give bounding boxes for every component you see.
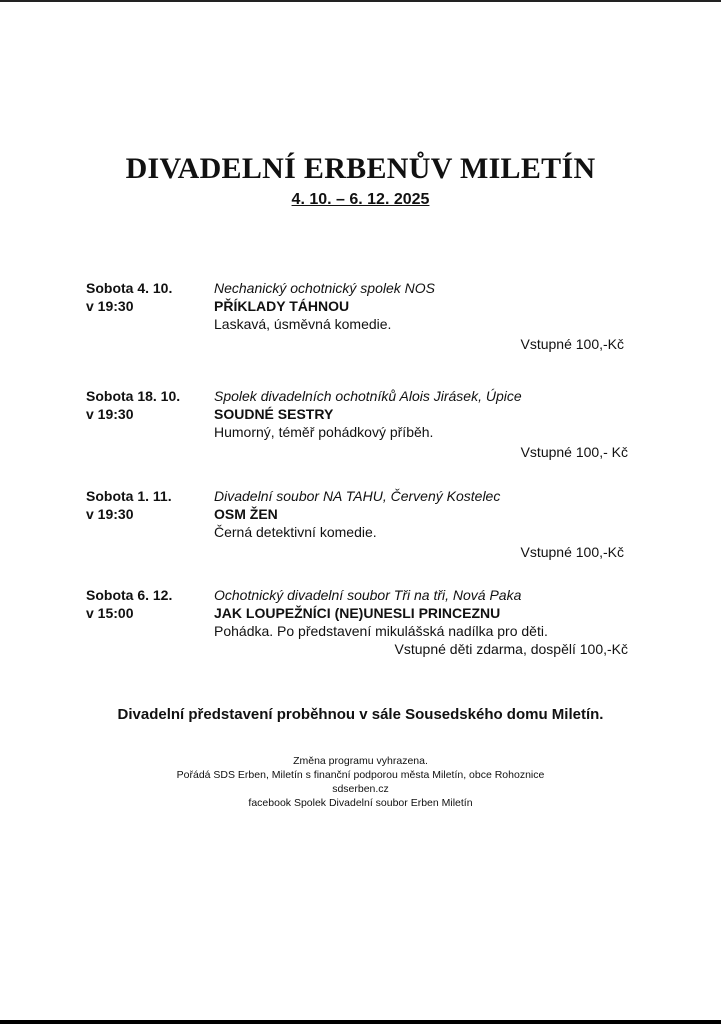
event-description: Pohádka. Po představení mikulášská nadílka pro děti.: [214, 623, 548, 639]
event-company: Ochotnický divadelní soubor Tři na tři, Nová Paka: [214, 587, 522, 603]
event-play-title: SOUDNÉ SESTRY: [214, 406, 334, 422]
event-entry: [86, 587, 646, 667]
bottom-border-line: [0, 1020, 721, 1024]
event-day: Sobota 18. 10.: [86, 388, 181, 404]
page-title: DIVADELNÍ ERBENŮV MILETÍN: [125, 152, 596, 185]
event-day: Sobota 6. 12.: [86, 587, 173, 603]
event-time: v 15:00: [86, 605, 134, 621]
event-entry: [86, 280, 646, 360]
event-play-title: JAK LOUPEŽNÍCI (NE)UNESLI PRINCEZNU: [214, 605, 501, 621]
event-company: Nechanický ochotnický spolek NOS: [214, 280, 435, 296]
event-description: Humorný, téměř pohádkový příběh.: [214, 424, 434, 440]
event-time: v 19:30: [86, 298, 134, 314]
event-day: Sobota 4. 10.: [86, 280, 173, 296]
event-price: Vstupné 100,- Kč: [520, 444, 628, 460]
event-company: Divadelní soubor NA TAHU, Červený Kostelec: [214, 488, 501, 504]
footer-program-note: Změna programu vyhrazena.: [293, 755, 428, 767]
event-entry: [86, 488, 646, 568]
venue-note: Divadelní představení proběhnou v sále Sousedského domu Miletín.: [117, 706, 604, 723]
event-description: Černá detektivní komedie.: [214, 524, 377, 540]
footer-website: sdserben.cz: [332, 783, 389, 795]
footer-organizer: Pořádá SDS Erben, Miletín s finanční podporou města Miletín, obce Rohoznice: [176, 769, 545, 781]
festival-dates: 4. 10. – 6. 12. 2025: [291, 191, 430, 208]
footer-facebook: facebook Spolek Divadelní soubor Erben Miletín: [248, 797, 473, 809]
event-company: Spolek divadelních ochotníků Alois Jirásek, Úpice: [214, 388, 522, 404]
event-play-title: PŘÍKLADY TÁHNOU: [214, 298, 350, 314]
top-border-line: [0, 0, 721, 2]
event-time: v 19:30: [86, 406, 134, 422]
footer-info: [0, 754, 721, 810]
event-price: Vstupné 100,-Kč: [520, 544, 624, 560]
event-description: Laskavá, úsměvná komedie.: [214, 316, 392, 332]
event-play-title: OSM ŽEN: [214, 506, 278, 522]
event-time: v 19:30: [86, 506, 134, 522]
event-day: Sobota 1. 11.: [86, 488, 172, 504]
event-price: Vstupné 100,-Kč: [520, 336, 624, 352]
event-entry: [86, 388, 646, 468]
event-price: Vstupné děti zdarma, dospělí 100,-Kč: [394, 641, 628, 657]
